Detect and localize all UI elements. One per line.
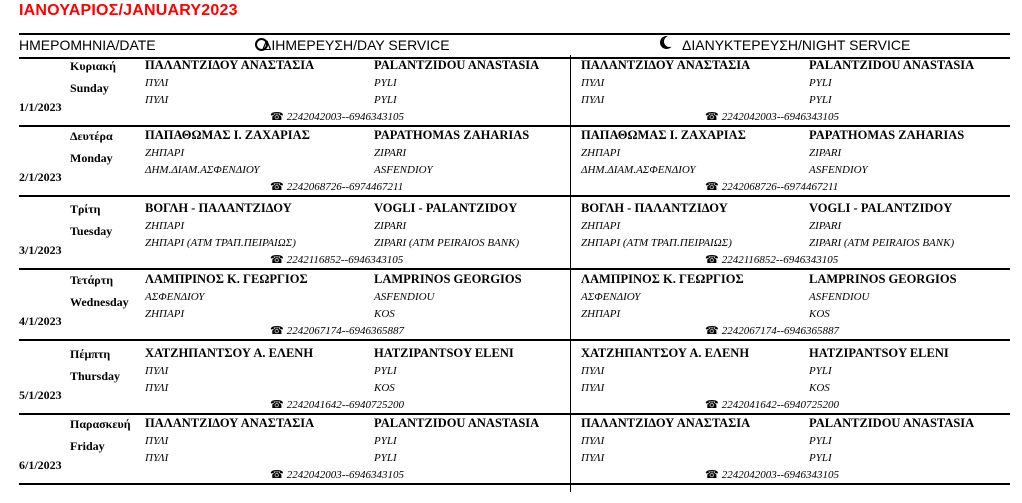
night-phone — [705, 398, 839, 411]
night-pharmacist-name-greek: ΠΑΛΑΝΤΖΙΔΟΥ ΑΝΑΣΤΑΣΙΑ — [581, 416, 751, 430]
day-phone-number: 2242067174--6946365887 — [286, 325, 405, 337]
date-cell: 5/1/2023 — [19, 388, 62, 402]
night-pharmacist-name-english: PALANTZIDOU ANASTASIA — [809, 58, 975, 72]
day-name-greek: Τετάρτη — [70, 273, 114, 287]
day-pharmacist-name-english: VOGLI - PALANTZIDOY — [374, 201, 518, 215]
day-phone — [270, 398, 404, 411]
row-divider — [19, 483, 1010, 485]
day-name-greek: Κυριακή — [70, 59, 116, 73]
phone-icon: ☎ — [705, 469, 719, 481]
date-cell: 3/1/2023 — [19, 243, 62, 257]
night-location-1-greek: ΖΗΠΑΡΙ — [581, 220, 621, 232]
day-phone — [270, 180, 403, 193]
day-name-greek: Τρίτη — [70, 202, 101, 216]
night-phone — [705, 110, 839, 123]
night-phone-number: 2242042003--6946343105 — [721, 111, 840, 123]
row-divider — [19, 195, 1010, 197]
phone-icon: ☎ — [270, 399, 284, 411]
date-cell: 1/1/2023 — [19, 100, 62, 114]
day-location-2-greek: ΔΗΜ.ΔΙΑΜ.ΑΣΦΕΝΔΙΟΥ — [145, 164, 260, 176]
night-location-1-greek: ΑΣΦΕΝΔΙΟΥ — [581, 291, 641, 303]
date-cell: 2/1/2023 — [19, 170, 62, 184]
phone-icon: ☎ — [270, 325, 284, 337]
night-pharmacist-name-english: PALANTZIDOU ANASTASIA — [809, 416, 975, 430]
day-location-2-english: PYLI — [374, 452, 397, 464]
day-name-english: Wednesday — [70, 295, 129, 309]
phone-icon: ☎ — [705, 399, 719, 411]
night-location-2-greek: ΠΥΛΙ — [581, 382, 605, 394]
day-pharmacist-name-english: LAMPRINOS GEORGIOS — [374, 272, 522, 286]
night-pharmacist-name-greek: ΒΟΓΛΗ - ΠΑΛΑΝΤΖΙΔΟΥ — [581, 201, 728, 215]
night-location-1-english: PYLI — [809, 77, 832, 89]
day-phone-number: 2242068726--6974467211 — [286, 181, 404, 193]
phone-icon: ☎ — [270, 111, 284, 123]
page-title: ΙΑΝΟΥΑΡΙΟΣ/JANUARY2023 — [19, 2, 238, 19]
day-location-1-english: PYLI — [374, 77, 397, 89]
night-pharmacist-name-greek: ΛΑΜΠΡΙΝΟΣ Κ. ΓΕΩΡΓΙΟΣ — [581, 272, 744, 286]
day-name-greek: Δευτέρα — [70, 129, 113, 143]
day-pharmacist-name-english: PALANTZIDOU ANASTASIA — [374, 416, 540, 430]
night-location-2-greek: ΖΗΠΑΡΙ (ΑΤΜ ΤΡΑΠ.ΠΕΙΡΑΙΩΣ) — [581, 237, 732, 249]
day-location-1-greek: ΖΗΠΑΡΙ — [145, 147, 185, 159]
day-location-1-english: ZIPARI — [374, 220, 407, 232]
day-location-1-english: ASFENDIOU — [374, 291, 435, 303]
day-location-2-english: KOS — [374, 382, 395, 394]
night-location-2-english: PYLI — [809, 94, 832, 106]
table-row — [19, 343, 1010, 415]
day-location-2-greek: ΠΥΛΙ — [145, 452, 169, 464]
day-location-1-greek: ΠΥΛΙ — [145, 77, 169, 89]
day-location-2-english: KOS — [374, 308, 395, 320]
night-location-2-english: KOS — [809, 308, 830, 320]
date-cell: 6/1/2023 — [19, 458, 62, 472]
night-phone — [705, 468, 839, 481]
night-location-2-greek: ΔΗΜ.ΔΙΑΜ.ΑΣΦΕΝΔΙΟΥ — [581, 164, 696, 176]
phone-icon: ☎ — [270, 254, 284, 266]
day-location-2-english: ASFENDIOY — [374, 164, 433, 176]
night-location-1-greek: ΖΗΠΑΡΙ — [581, 147, 621, 159]
day-location-2-english: PYLI — [374, 94, 397, 106]
phone-icon: ☎ — [705, 325, 719, 337]
night-location-1-english: ASFENDIOU — [809, 291, 870, 303]
day-location-2-greek: ΠΥΛΙ — [145, 94, 169, 106]
night-location-2-greek: ΠΥΛΙ — [581, 94, 605, 106]
night-pharmacist-name-english: PAPATHOMAS ZAHARIAS — [809, 128, 965, 142]
day-phone — [270, 110, 404, 123]
moon-icon — [664, 36, 675, 47]
day-phone — [270, 468, 404, 481]
table-row — [19, 55, 1010, 127]
day-location-2-greek: ΠΥΛΙ — [145, 382, 169, 394]
phone-icon: ☎ — [270, 469, 284, 481]
day-pharmacist-name-greek: ΧΑΤΖΗΠΑΝΤΣΟΥ Α. ΕΛΕΝΗ — [145, 346, 314, 360]
night-phone-number: 2242116852--6946343105 — [721, 254, 839, 266]
table-row — [19, 413, 1010, 485]
day-location-1-greek: ΑΣΦΕΝΔΙΟΥ — [145, 291, 205, 303]
night-location-2-greek: ΠΥΛΙ — [581, 452, 605, 464]
night-location-2-english: KOS — [809, 382, 830, 394]
night-location-1-english: PYLI — [809, 365, 832, 377]
day-location-2-greek: ΖΗΠΑΡΙ — [145, 308, 185, 320]
day-location-2-english: ZIPARI (ATM PEIRAIOS BANK) — [374, 237, 520, 249]
day-name-greek: Πέμπτη — [70, 347, 111, 361]
night-location-1-greek: ΠΥΛΙ — [581, 435, 605, 447]
night-location-2-greek: ΖΗΠΑΡΙ — [581, 308, 621, 320]
phone-icon: ☎ — [270, 181, 284, 193]
night-phone-number: 2242041642--6940725200 — [721, 399, 840, 411]
header-night-service-label: ΔΙΑΝΥΚΤΕΡΕΥΣΗ/NIGHT SERVICE — [682, 37, 911, 53]
night-location-2-english: PYLI — [809, 452, 832, 464]
phone-icon: ☎ — [705, 181, 719, 193]
day-location-1-english: PYLI — [374, 435, 397, 447]
day-pharmacist-name-english: PAPATHOMAS ZAHARIAS — [374, 128, 530, 142]
night-phone — [705, 180, 838, 193]
day-name-english: Friday — [70, 439, 105, 453]
night-location-1-english: PYLI — [809, 435, 832, 447]
night-pharmacist-name-english: LAMPRINOS GEORGIOS — [809, 272, 957, 286]
day-pharmacist-name-greek: ΒΟΓΛΗ - ΠΑΛΑΝΤΖΙΔΟΥ — [145, 201, 292, 215]
day-phone — [270, 324, 404, 337]
day-location-1-greek: ΠΥΛΙ — [145, 435, 169, 447]
phone-icon: ☎ — [705, 111, 719, 123]
day-pharmacist-name-greek: ΛΑΜΠΡΙΝΟΣ Κ. ΓΕΩΡΓΙΟΣ — [145, 272, 308, 286]
table-row — [19, 269, 1010, 341]
night-pharmacist-name-english: HATZIPANTSOY ELENI — [809, 346, 949, 360]
day-phone-number: 2242042003--6946343105 — [286, 469, 405, 481]
night-pharmacist-name-greek: ΠΑΛΑΝΤΖΙΔΟΥ ΑΝΑΣΤΑΣΙΑ — [581, 58, 751, 72]
night-location-1-english: ZIPARI — [809, 147, 842, 159]
day-phone-number: 2242116852--6946343105 — [286, 254, 404, 266]
day-name-english: Sunday — [70, 81, 109, 95]
night-phone — [705, 253, 838, 266]
day-pharmacist-name-greek: ΠΑΛΑΝΤΖΙΔΟΥ ΑΝΑΣΤΑΣΙΑ — [145, 58, 315, 72]
night-pharmacist-name-english: VOGLI - PALANTZIDOY — [809, 201, 953, 215]
night-location-2-english: ASFENDIOY — [809, 164, 868, 176]
night-pharmacist-name-greek: ΧΑΤΖΗΠΑΝΤΣΟΥ Α. ΕΛΕΝΗ — [581, 346, 750, 360]
day-location-1-greek: ΠΥΛΙ — [145, 365, 169, 377]
date-cell: 4/1/2023 — [19, 314, 62, 328]
night-location-1-greek: ΠΥΛΙ — [581, 365, 605, 377]
day-location-2-greek: ΖΗΠΑΡΙ (ΑΤΜ ΤΡΑΠ.ΠΕΙΡΑΙΩΣ) — [145, 237, 296, 249]
day-name-english: Monday — [70, 151, 113, 165]
day-pharmacist-name-english: HATZIPANTSOY ELENI — [374, 346, 514, 360]
phone-icon: ☎ — [705, 254, 719, 266]
night-phone-number: 2242067174--6946365887 — [721, 325, 840, 337]
row-divider — [19, 339, 1010, 341]
header-date-label: ΗΜΕΡΟΜΗΝΙΑ/DATE — [19, 37, 156, 53]
day-phone-number: 2242041642--6940725200 — [286, 399, 405, 411]
night-location-1-greek: ΠΥΛΙ — [581, 77, 605, 89]
day-pharmacist-name-greek: ΠΑΠΑΘΩΜΑΣ Ι. ΖΑΧΑΡΙΑΣ — [145, 128, 310, 142]
day-location-1-english: PYLI — [374, 365, 397, 377]
day-name-english: Thursday — [70, 369, 121, 383]
night-location-1-english: ZIPARI — [809, 220, 842, 232]
day-location-1-greek: ΖΗΠΑΡΙ — [145, 220, 185, 232]
night-location-2-english: ZIPARI (ATM PEIRAIOS BANK) — [809, 237, 955, 249]
day-pharmacist-name-greek: ΠΑΛΑΝΤΖΙΔΟΥ ΑΝΑΣΤΑΣΙΑ — [145, 416, 315, 430]
night-pharmacist-name-greek: ΠΑΠΑΘΩΜΑΣ Ι. ΖΑΧΑΡΙΑΣ — [581, 128, 746, 142]
header-day-service-label: ΔΙΗΜΕΡΕΥΣΗ/DAY SERVICE — [262, 37, 450, 53]
night-phone-number: 2242042003--6946343105 — [721, 469, 840, 481]
day-name-greek: Παρασκευή — [70, 417, 131, 431]
night-phone — [705, 324, 839, 337]
day-location-1-english: ZIPARI — [374, 147, 407, 159]
table-row — [19, 125, 1010, 197]
night-phone-number: 2242068726--6974467211 — [721, 181, 839, 193]
day-phone — [270, 253, 403, 266]
day-pharmacist-name-english: PALANTZIDOU ANASTASIA — [374, 58, 540, 72]
day-name-english: Tuesday — [70, 224, 113, 238]
table-row — [19, 198, 1010, 270]
day-phone-number: 2242042003--6946343105 — [286, 111, 405, 123]
